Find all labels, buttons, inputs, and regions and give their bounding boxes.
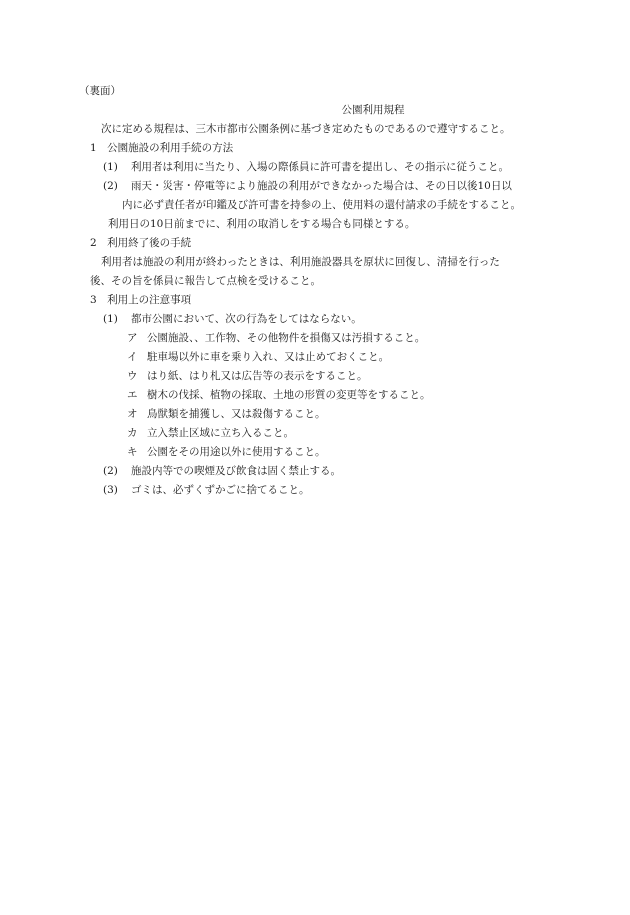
section-3-heading: 3 利用上の注意事項 xyxy=(90,294,192,306)
section-3-item-2-text: 施設内等での喫煙及び飲食は固く禁止する。 xyxy=(131,465,341,477)
subitem-text: 公園施設、、工作物、その他物件を損傷又は汚損すること。 xyxy=(147,332,426,344)
subitem-text: 駐車場以外に車を乗り入れ、又は止めておくこと。 xyxy=(147,351,390,363)
subitem-kana: エ xyxy=(127,389,138,401)
section-3-item-3-number: (3) xyxy=(103,484,118,496)
section-1-item-2-continuation: 内に必ず責任者が印鑑及び許可書を持参の上、使用料の還付請求の手続をすること。 xyxy=(122,199,521,211)
subitem-kana: ア xyxy=(127,332,138,344)
reverse-side-label: （裏面） xyxy=(79,85,121,97)
section-2-body-line-2: 後、その旨を係員に報告して点検を受けること。 xyxy=(90,275,321,287)
section-3-item-1-number: (1) xyxy=(103,313,118,325)
subitem-text: はり紙、はり札又は広告等の表示をすること。 xyxy=(147,370,368,382)
section-1-item-2-note: 利用日の10日前までに、利用の取消しをする場合も同様とする。 xyxy=(108,218,416,230)
document-title: 公園利用規程 xyxy=(341,104,405,116)
section-1-item-2-text: 雨天・災害・停電等により施設の利用ができなかった場合は、その日以後10日以 xyxy=(131,180,512,192)
section-3-item-2-number: (2) xyxy=(103,465,118,477)
section-1-item-1-text: 利用者は利用に当たり、入場の際係員に許可書を提出し、その指示に従うこと。 xyxy=(131,161,509,173)
section-2-heading: 2 利用終了後の手続 xyxy=(90,237,192,249)
subitem-kana: キ xyxy=(127,446,138,458)
section-3-item-3-text: ゴミは、必ずくずかごに捨てること。 xyxy=(131,484,310,496)
section-1-item-2-number: (2) xyxy=(103,180,118,192)
subitem-text: 公園をその用途以外に使用すること。 xyxy=(147,446,326,458)
subitem-kana: オ xyxy=(127,408,138,420)
subitem-text: 鳥獣類を捕獲し、又は殺傷すること。 xyxy=(147,408,326,420)
section-1-heading: 1 公園施設の利用手続の方法 xyxy=(90,142,234,154)
subitem-text: 樹木の伐採、植物の採取、土地の形質の変更等をすること。 xyxy=(147,389,431,401)
section-3-item-1-text: 都市公園において、次の行為をしてはならない。 xyxy=(131,313,362,325)
intro-paragraph: 次に定める規程は、三木市都市公園条例に基づき定めたものであるので遵守すること。 xyxy=(101,123,511,135)
subitem-kana: ウ xyxy=(127,370,138,382)
subitem-kana: イ xyxy=(127,351,138,363)
section-1-item-1-number: (1) xyxy=(103,161,118,173)
subitem-kana: カ xyxy=(127,427,138,439)
section-2-body-line-1: 利用者は施設の利用が終わったときは、利用施設器具を原状に回復し、清掃を行った xyxy=(101,256,500,268)
subitem-text: 立入禁止区域に立ち入ること。 xyxy=(147,427,294,439)
